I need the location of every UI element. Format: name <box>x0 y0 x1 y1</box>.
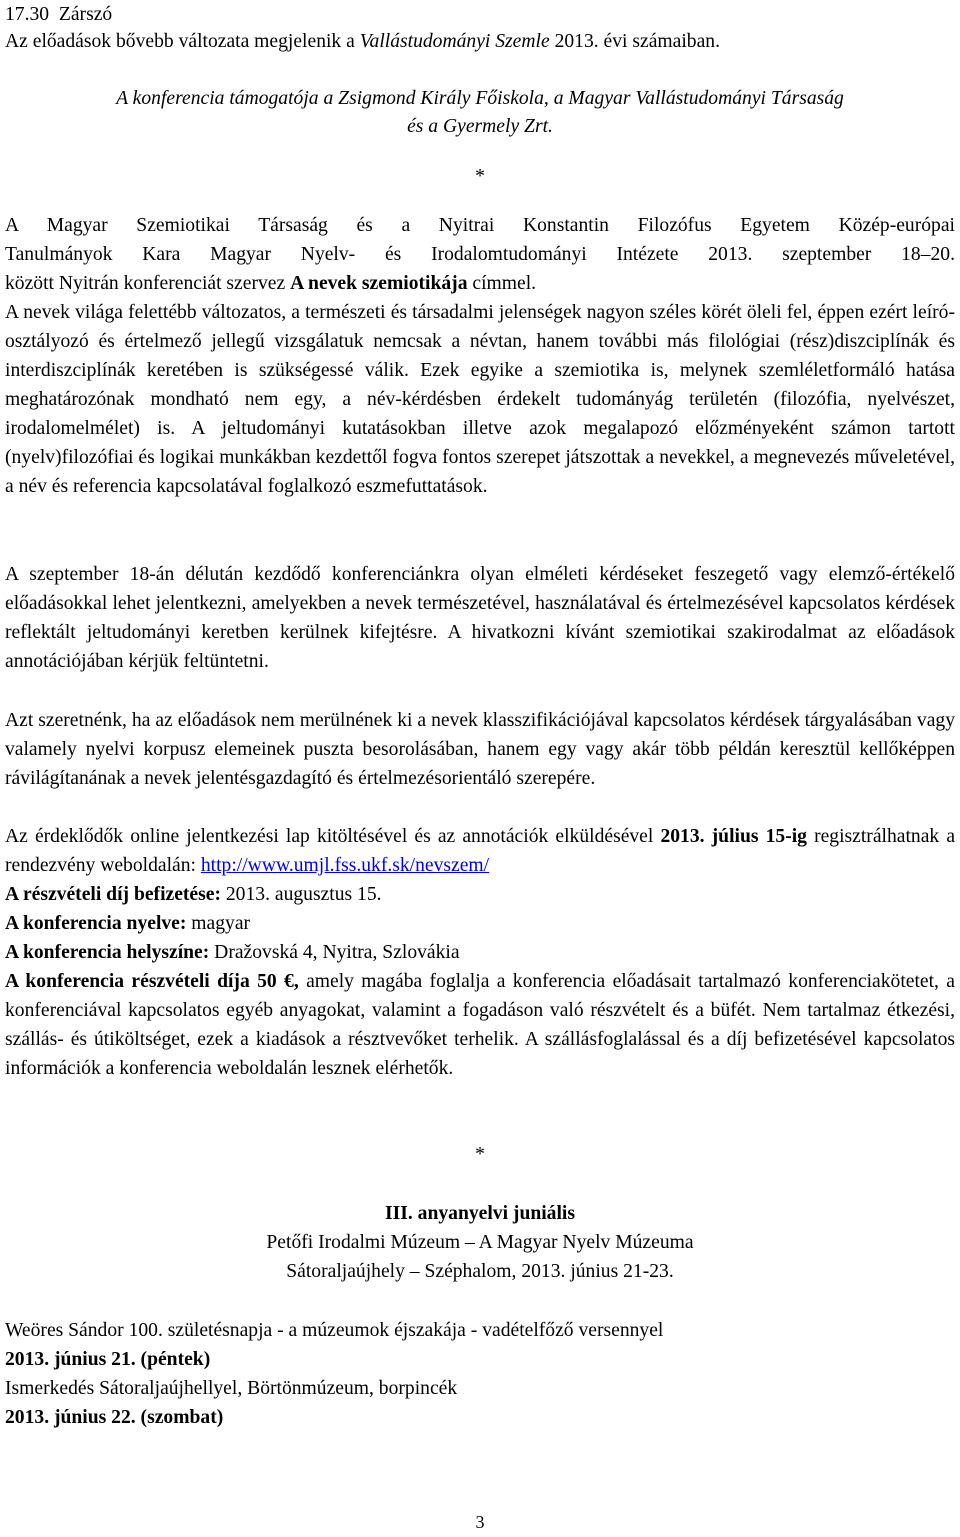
venue-line <box>5 938 460 967</box>
conference-title: A nevek szemiotikája <box>290 273 468 294</box>
junialis-subtitle: Weöres Sándor 100. születésnapja - a múzeumok éjszakája - vadételfőző versennyel <box>5 1320 664 1341</box>
sponsor-line-1: A konferencia támogatója a Zsigmond Király Főiskola, a Magyar Vallástudományi Társaság <box>116 88 844 109</box>
junialis-title: III. anyanyelvi juniális <box>384 1203 575 1224</box>
venue-label: A konferencia helyszíne: <box>5 942 210 963</box>
separator-star-2: * <box>475 1144 485 1165</box>
conference-intro-line-2: Tanulmányok Kara Magyar Nyelv- és Irodalomtudományi Intézete 2013. szeptember 18–20. <box>5 244 955 265</box>
paragraph-call-for-papers: A szeptember 18-án délután kezdődő konferenciánkra olyan elméleti kérdéseket feszegető vagy elemző-értékelő előadásokkal lehet jelentkezni, amelyekben a nevek természetével, használatával és értelmezésével kapcsolatos kérdések reflektált jeltudományi keretben kerülnek kifejtésre. A hivatkozni kívánt szemiotikai szakirodalmat az előadások annotációjában kérjük feltüntetni. <box>5 564 955 672</box>
registration-link[interactable]: http://www.umjl.fss.ukf.sk/nevszem/ <box>200 855 490 876</box>
language-value: magyar <box>186 913 251 934</box>
fee-deadline-label: A részvételi díj befizetése: <box>5 884 221 905</box>
conference-intro-line-3: között Nyitrán konferenciát szervez A nevek szemiotikája címmel. <box>5 273 537 294</box>
venue-value: Dražovská 4, Nyitra, Szlovákia <box>209 942 460 963</box>
junialis-organizer: Petőfi Irodalmi Múzeum – A Magyar Nyelv Múzeuma <box>266 1232 694 1253</box>
language-line <box>5 909 250 938</box>
fee-deadline-value: 2013. augusztus 15. <box>220 884 382 905</box>
journal-title: Vallástudományi Szemle <box>359 31 550 52</box>
paragraph-expectations: Azt szeretnénk, ha az előadások nem merülnének ki a nevek klasszifikációjával kapcsolatos kérdések tárgyalásában vagy valamely nyelvi korpusz elemeinek puszta besorolásában, hanem egy vagy akár több példán keresztül kellőképpen rávilágítanának a nevek jelentésgazdagító és értelmezésorientáló szerepére. <box>5 710 955 789</box>
program-label: Zárszó <box>58 4 113 25</box>
fee-deadline-line <box>5 880 382 909</box>
fee-paragraph: A konferencia részvételi díja 50 €, amely magába foglalja a konferencia előadásait tartalmazó konferenciakötetet, a konferenciával kapcsolatos egyéb anyagokat, valamint a fogadáson való részvételt és a büfét. Nem tartalmaz étkezési, szállás- és útiköltséget, ezek a kiadások a résztvevőket terhelik. A szállásfoglalással és a díj befizetésével kapcsolatos információk a konferencia weboldalán lesznek elérhetők. <box>5 971 955 1079</box>
publication-note: Az előadások bővebb változata megjelenik a Vallástudományi Szemle 2013. évi számaiban. <box>5 31 720 52</box>
program-closing-line <box>5 0 112 29</box>
fee-label: A konferencia részvételi díja 50 €, <box>5 971 299 992</box>
registration-paragraph: Az érdeklődők online jelentkezési lap kitöltésével és az annotációk elküldésével 2013. július 15-ig regisztrálhatnak a rendezvény weboldalán: http://www.umjl.fss.ukf.sk/nevszem/ <box>5 826 956 876</box>
program-time: 17.30 <box>5 4 50 25</box>
paragraph-names-world: A nevek világa felettébb változatos, a természeti és társadalmi jelenségek nagyon széles körét öleli fel, éppen ezért leíró-osztályozó és értelmező jellegű vizsgálatuk nemcsak a névtan, hanem további más filológiai (rész)diszciplínák és interdiszciplínák keretében is szükségessé válik. Ezek egyike a szemiotika is, melynek szemléletformáló hatása meghatározónak mondható nem egy, a név-kérdésben érdekelt tudományág területén (filozófia, nyelvészet, irodalomelmélet) is. A jeltudományi kutatásokban illetve azok megalapozó előzményeként számon tartott (nyelv)filozófiai és logikai munkákban kezdettől fogva fontos szerepet játszottak a nevekkel, a megnevezés műveletével, a név és referencia kapcsolatával foglalkozó eszmefuttatások. <box>5 302 955 497</box>
registration-deadline: 2013. július 15-ig <box>660 826 807 847</box>
separator-star: * <box>475 166 485 187</box>
day1-heading: 2013. június 21. (péntek) <box>5 1349 211 1370</box>
day2-heading: 2013. június 22. (szombat) <box>5 1407 224 1428</box>
junialis-place: Sátoraljaújhely – Széphalom, 2013. június 21-23. <box>286 1261 674 1282</box>
sponsor-line-2: és a Gyermely Zrt. <box>407 116 553 137</box>
language-label: A konferencia nyelve: <box>5 913 187 934</box>
page-number: 3 <box>475 1512 485 1532</box>
conference-intro-line-1: A Magyar Szemiotikai Társaság és a Nyitrai Konstantin Filozófus Egyetem Közép-európai <box>5 215 955 236</box>
day1-text: Ismerkedés Sátoraljaújhellyel, Börtönmúzeum, borpincék <box>5 1378 458 1399</box>
